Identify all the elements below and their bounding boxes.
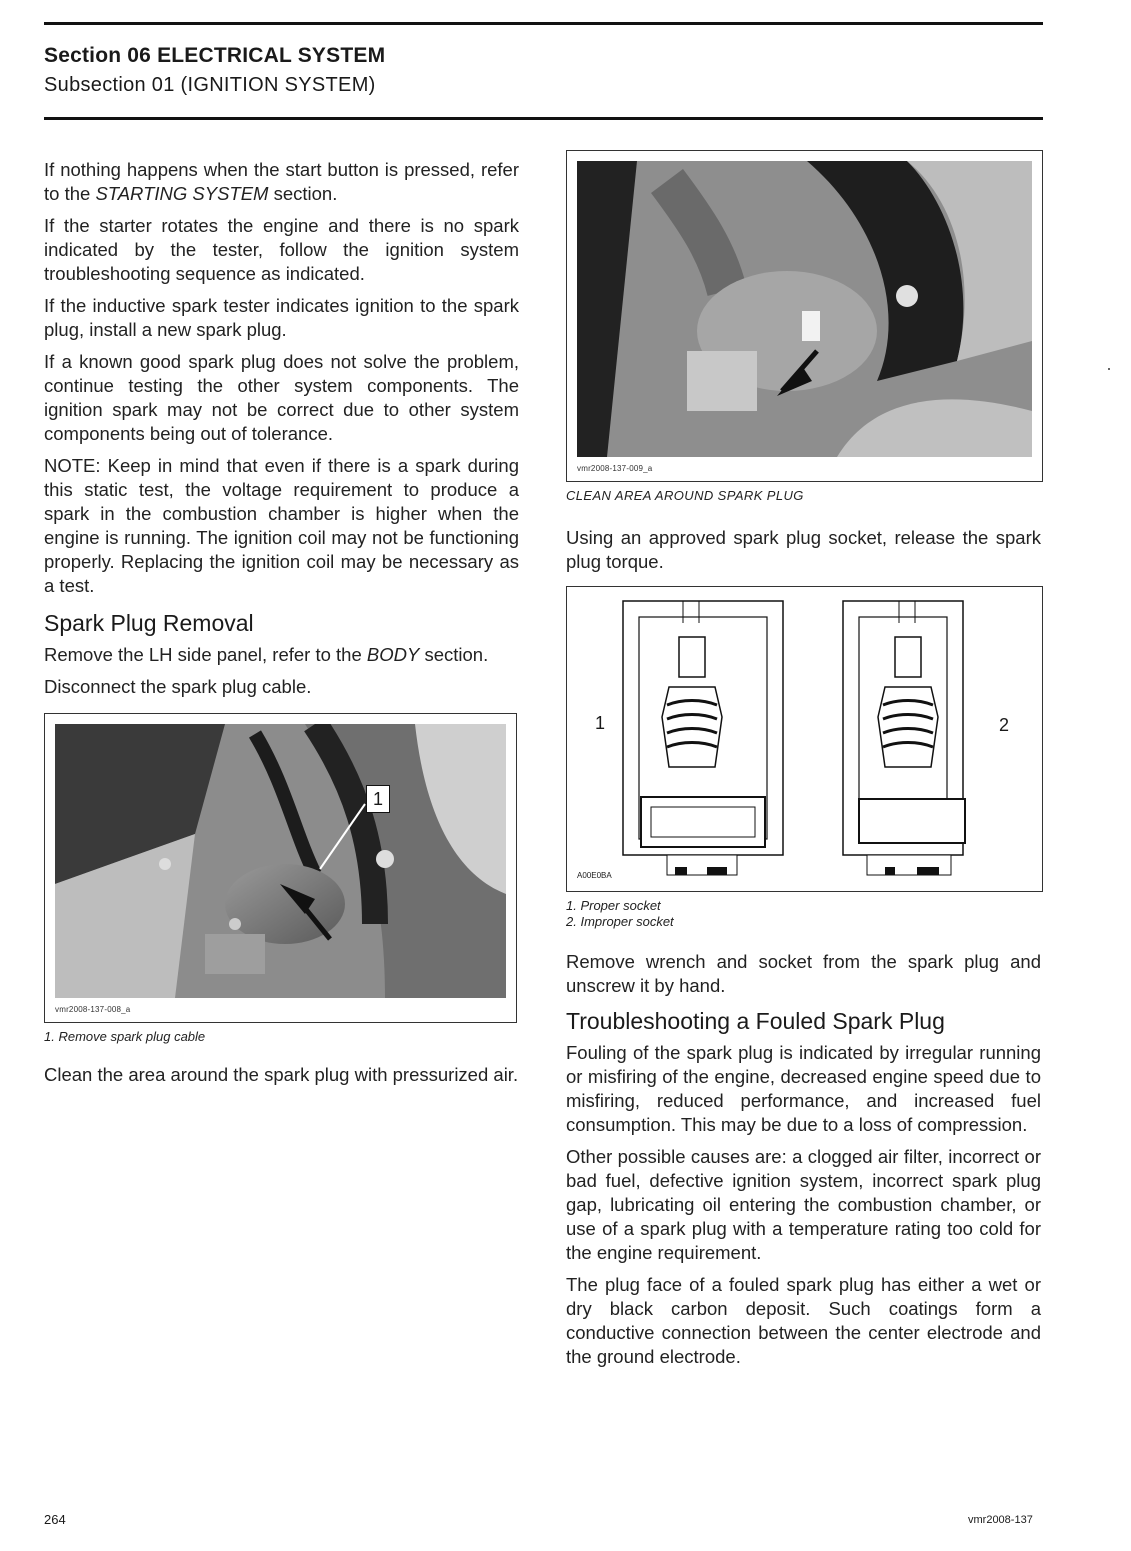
paragraph-remove-side-panel: Remove the LH side panel, refer to the BODY section. [44,644,489,665]
left-column [44,158,519,1095]
label-proper-socket-number: 1 [595,713,606,733]
header-rule [44,117,1043,120]
document-code: vmr2008-137 [968,1514,1033,1526]
paragraph-remove-wrench: Remove wrench and socket from the spark plug and unscrew it by hand. [566,951,1041,996]
improper-socket-illustration [843,601,965,875]
heading-spark-plug-removal: Spark Plug Removal [44,610,254,636]
caption-improper-socket: 2. Improper socket [566,914,674,929]
heading-fouled-spark-plug: Troubleshooting a Fouled Spark Plug [566,1008,945,1034]
figure-clean-area [566,150,1043,482]
proper-socket-illustration [623,601,783,875]
paragraph-clean-area: Clean the area around the spark plug with pressurized air. [44,1064,519,1085]
section-title: Section 06 ELECTRICAL SYSTEM [44,44,386,67]
engine-photo-spark-plug [577,161,1032,457]
right-column [566,150,1041,1377]
paragraph-disconnect-cable: Disconnect the spark plug cable. [44,676,312,697]
figure-code-009: vmr2008-137-009_a [577,464,653,473]
caption-remove-cable: 1. Remove spark plug cable [44,1029,206,1044]
figure-code-008: vmr2008-137-008_a [55,1005,131,1014]
paragraph-other-causes: Other possible causes are: a clogged air filter, incorrect or bad fuel, defective ignition system, incorrect spark plug gap, lubricating oil entering the combustion chamber, or use of a spark plug with a temperature rating too cold for the engine requirement. [566,1146,1041,1263]
figure-socket-comparison [566,586,1043,892]
scan-speck [1108,368,1110,370]
socket-diagram [567,587,1042,891]
figure-code-a00e0ba: A00E0BA [577,871,612,880]
body-section-reference: BODY [366,644,420,665]
paragraph-release-torque: Using an approved spark plug socket, release the spark plug torque. [566,527,1041,572]
caption-clean-area: CLEAN AREA AROUND SPARK PLUG [566,488,804,503]
paragraph-start-button: If nothing happens when the start button is pressed, refer to the STARTING SYSTEM section. [44,159,519,204]
note-paragraph: NOTE: Keep in mind that even if there is a spark during this static test, the voltage requirement to produce a spark in the combustion chamber is higher when the engine is running. The ignition coil may not be functioning properly. Replacing the ignition coil may be necessary as a test. [44,455,519,596]
label-improper-socket-number: 2 [999,715,1010,735]
engine-photo-cable [55,724,506,998]
figure-remove-cable [44,713,517,1023]
paragraph-no-spark: If the starter rotates the engine and there is no spark indicated by the tester, follow the ignition system troubleshooting sequence as indicated. [44,215,519,284]
subsection-title: Subsection 01 (IGNITION SYSTEM) [44,74,376,96]
top-rule [44,22,1043,25]
callout-1: 1 [366,785,390,813]
paragraph-continue-testing: If a known good spark plug does not solve the problem, continue testing the other system components. The ignition spark may not be correct due to other system components being out of tolerance. [44,351,519,444]
caption-proper-socket: 1. Proper socket [566,898,661,913]
paragraph-fouling-indicators: Fouling of the spark plug is indicated by irregular running or misfiring of the engine, decreased engine speed due to misfiring, reduced performance, and increased fuel consumption. This may be due to a loss of compression. [566,1042,1041,1135]
paragraph-plug-face: The plug face of a fouled spark plug has either a wet or dry black carbon deposit. Such coatings form a conductive connection between the center electrode and the ground electrode. [566,1274,1041,1367]
page-number: 264 [44,1512,66,1527]
starting-system-reference: STARTING SYSTEM [95,183,269,204]
paragraph-install-new-plug: If the inductive spark tester indicates ignition to the spark plug, install a new spark plug. [44,295,519,340]
